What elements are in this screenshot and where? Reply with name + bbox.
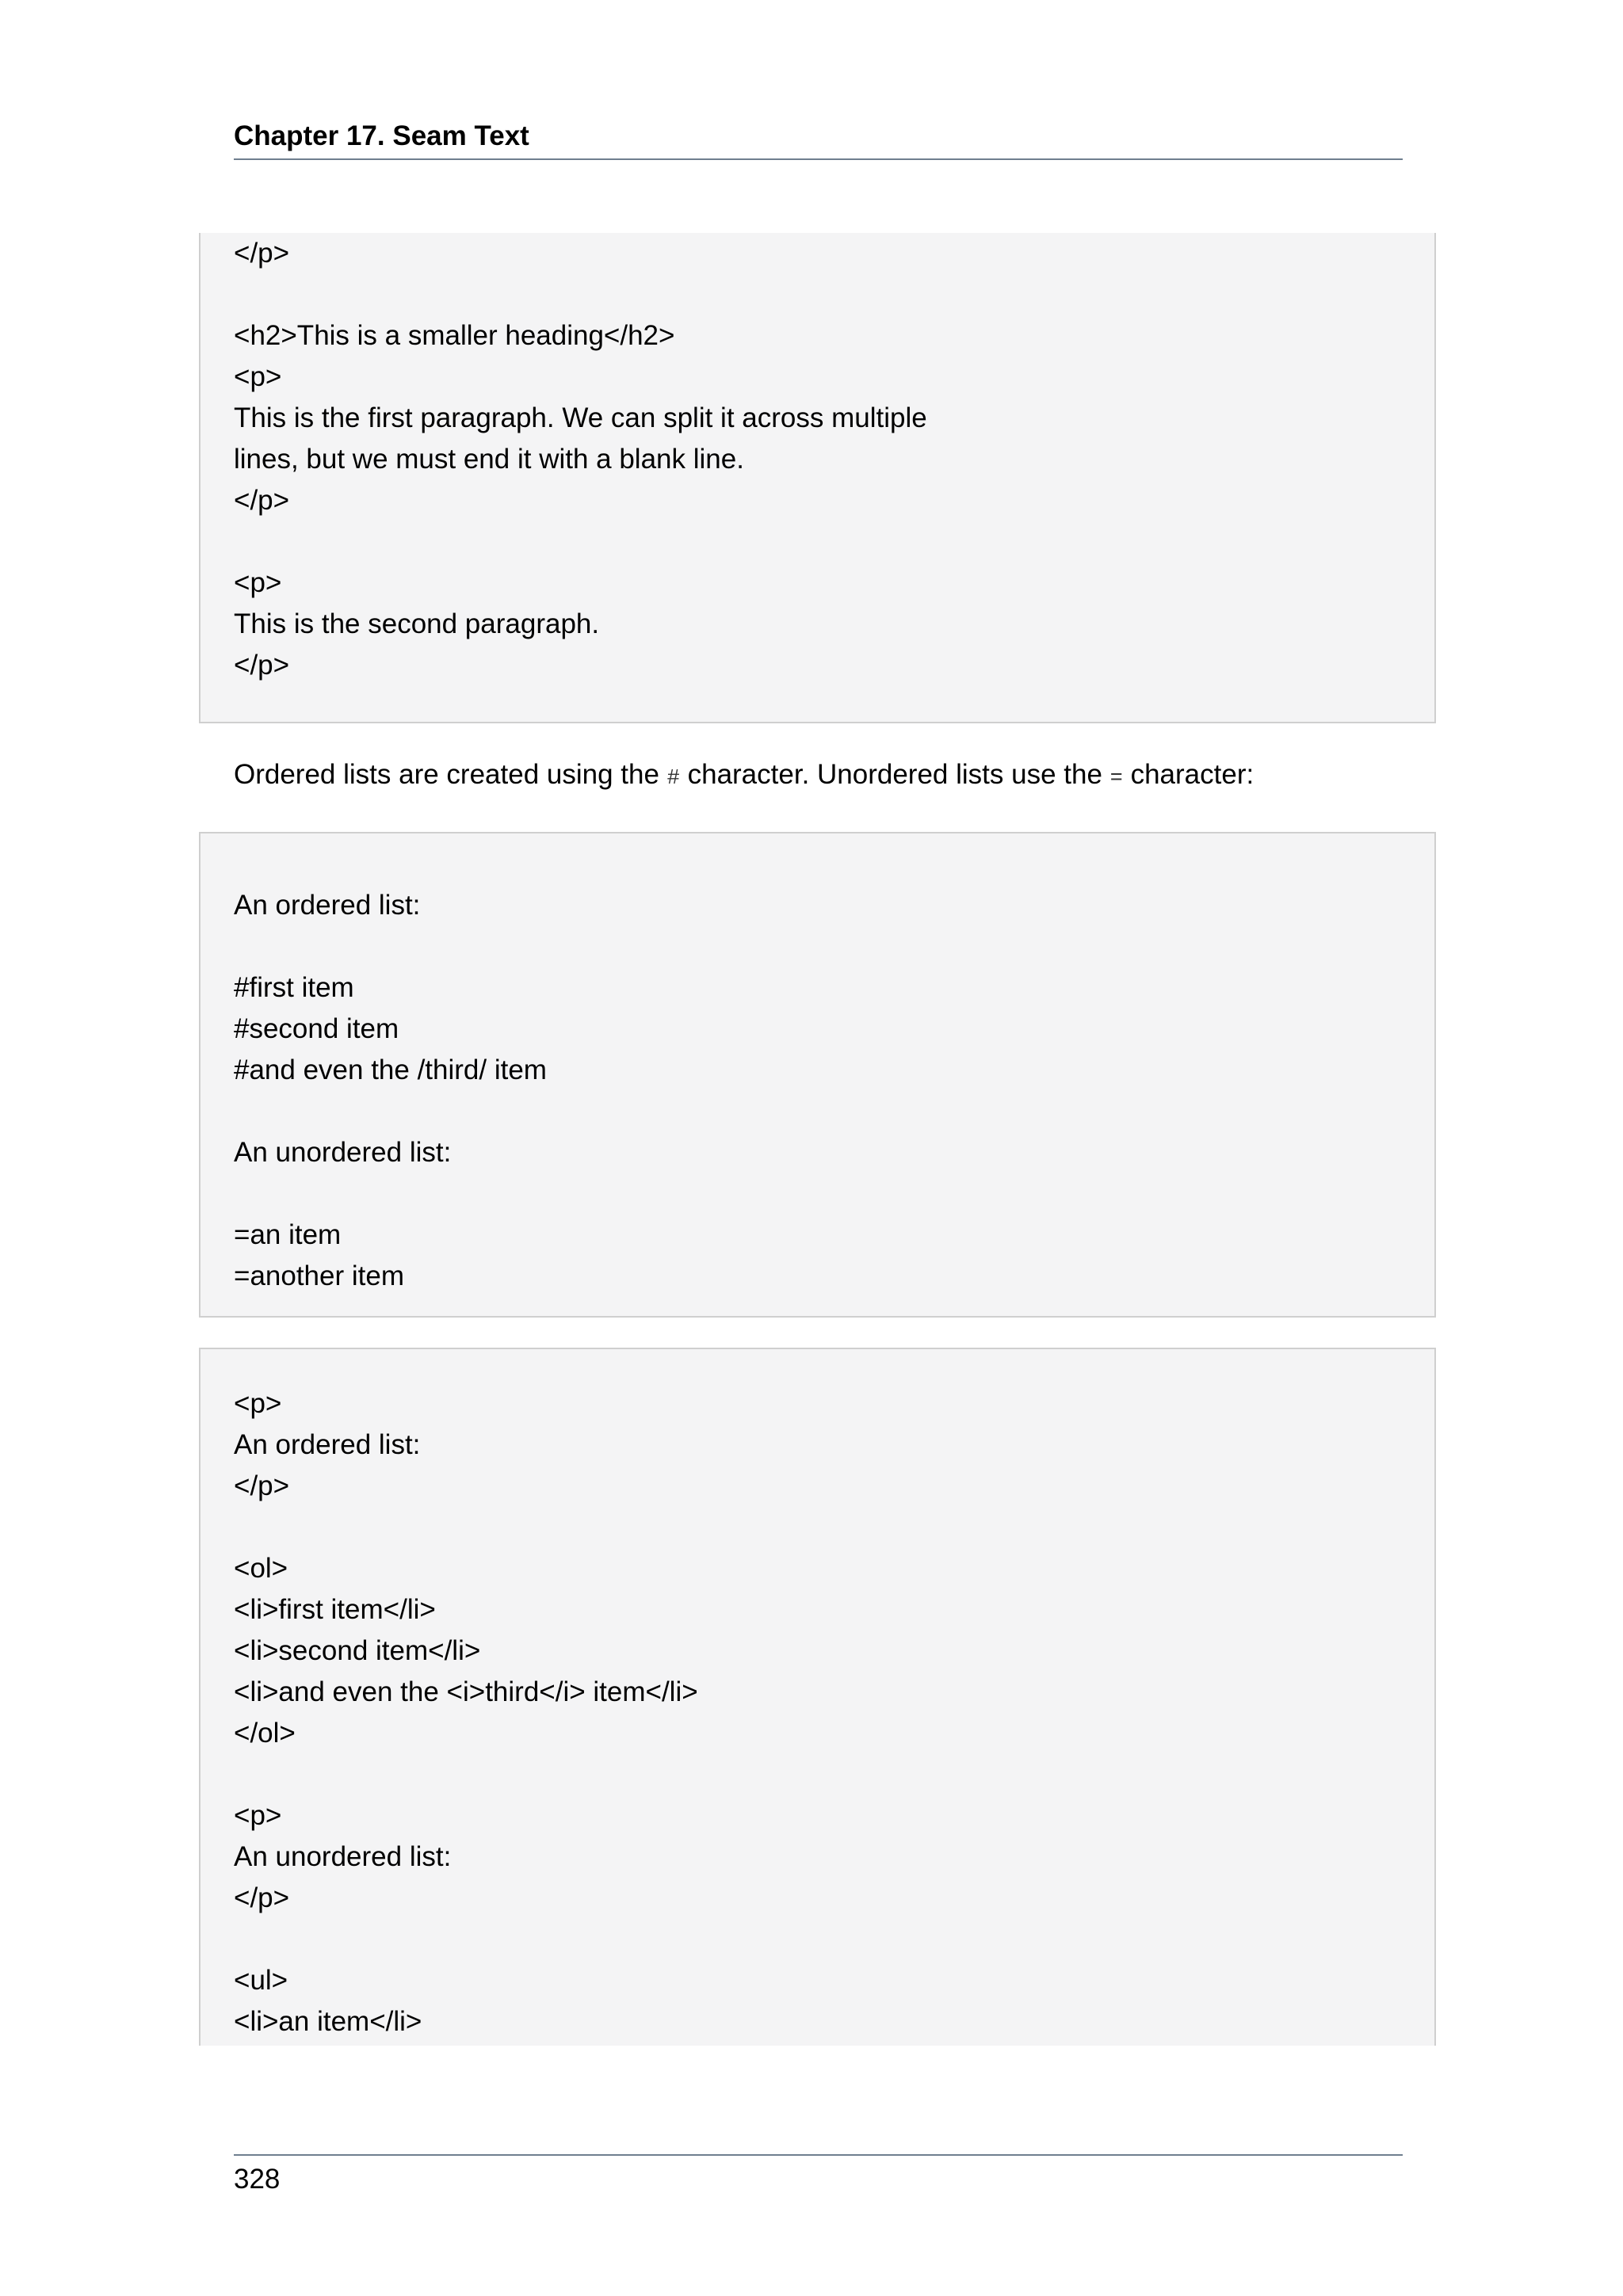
code-line: <p> [234,1388,282,1419]
code-line: <p> [234,1800,282,1831]
code-line: </p> [234,1470,290,1501]
code-line: #and even the /third/ item [234,1055,547,1085]
code-line: </ol> [234,1718,296,1749]
page-header [234,116,1403,160]
code-line: </p> [234,485,290,516]
code-line [234,926,547,967]
page-footer [234,2154,1403,2195]
code-line: <li>first item</li> [234,1594,436,1625]
code-line [234,521,927,563]
code-line: This is the first paragraph. We can split it across multiple [234,402,927,433]
code-line: <p> [234,361,282,392]
code-line [234,1754,698,1795]
code-line: This is the second paragraph. [234,608,600,639]
code-line [234,1507,698,1548]
code-line: An unordered list: [234,1841,452,1872]
code-line: lines, but we must end it with a blank line. [234,444,744,475]
code-line: <li>and even the <i>third</i> item</li> [234,1676,698,1707]
code-line [234,1173,547,1215]
code-line: #first item [234,972,354,1003]
paragraph-text: character. Unordered lists use the [679,759,1110,790]
code-line: #second item [234,1013,399,1044]
code-line: =another item [234,1261,404,1291]
inline-code-equals: = [1109,767,1123,791]
paragraph-text: Ordered lists are created using the [234,759,667,790]
page-number: 328 [234,2164,281,2195]
code-line: An unordered list: [234,1137,452,1168]
code-block-seam-text-lists [199,832,1436,1318]
code-line [234,274,927,315]
code-line: </p> [234,238,290,269]
code-line: <h2>This is a smaller heading</h2> [234,320,675,351]
code-line: <ul> [234,1965,288,1996]
code-line: An ordered list: [234,890,421,921]
code-line: </p> [234,1882,290,1913]
code-lines [234,1383,698,2042]
code-line: <li>an item</li> [234,2006,422,2037]
code-line: An ordered list: [234,1429,421,1460]
code-line: <ol> [234,1553,288,1584]
code-lines [234,885,547,1297]
code-line [234,1919,698,1960]
code-line: <li>second item</li> [234,1635,481,1666]
paragraph-text: character: [1122,759,1254,790]
inline-code-hash: # [666,767,680,791]
code-lines [234,233,927,686]
chapter-title: Chapter 17. Seam Text [234,120,529,151]
code-line: </p> [234,650,290,681]
code-line [234,1091,547,1132]
code-block-html-paragraphs [199,233,1436,723]
code-line: =an item [234,1219,342,1250]
code-line: <p> [234,567,282,598]
body-paragraph [234,754,1254,799]
code-block-html-lists [199,1348,1436,2046]
